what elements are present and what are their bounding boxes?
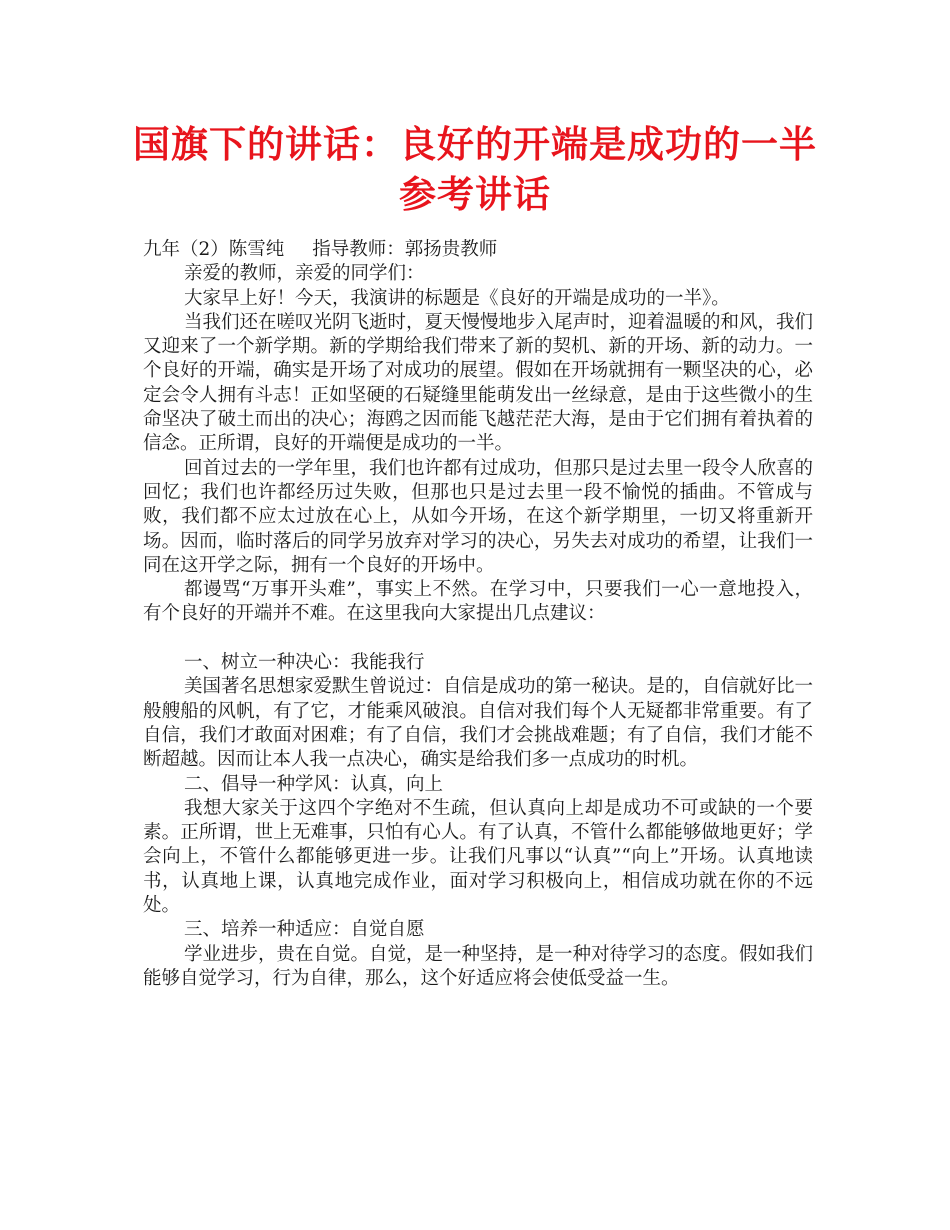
section-paragraph: 学业进步，贵在自觉。自觉，是一种坚持，是一种对待学习的态度。假如我们能够自觉学习，行为自律，那么，这个好适应将会使低受益一生。 bbox=[143, 943, 814, 989]
byline bbox=[143, 238, 813, 262]
document-title-line-2: 参考讲话 bbox=[399, 173, 551, 216]
advisor-name: 指导教师：郭扬贵教师 bbox=[312, 239, 498, 260]
section-heading: 二、倡导一种学风：认真，向上 bbox=[184, 773, 444, 795]
section-heading: 三、培养一种适应：自觉自愿 bbox=[184, 919, 425, 941]
section-heading: 一、树立一种决心：我能我行 bbox=[184, 652, 425, 674]
salutation: 亲爱的教师，亲爱的同学们： bbox=[184, 263, 425, 285]
paragraph: 都谩骂“万事开头难”，事实上不然。在学习中，只要我们一心一意地投入，有个良好的开端并不难。在这里我向大家提出几点建议： bbox=[143, 579, 813, 625]
section-paragraph: 我想大家关于这四个字绝对不生疏，但认真向上却是成功不可或缺的一个要素。正所谓，世上无难事，只怕有心人。有了认真，不管什么都能够做地更好；学会向上，不管什么都能够更进一步。让我们凡事以“认真”“向上”开场。认真地读书，认真地上课，认真地完成作业，面对学习积极向上，相信成功就在你的不远处。 bbox=[143, 797, 813, 917]
paragraph: 当我们还在嗟叹光阴飞逝时，夏天慢慢地步入尾声时，迎着温暖的和风，我们又迎来了一个新学期。新的学期给我们带来了新的契机、新的开场、新的动力。一个良好的开端，确实是开场了对成功的展望。假如在开场就拥有一颗坚决的心，必定会令人拥有斗志！正如坚硬的石疑缝里能萌发出一丝绿意，是由于这些微小的生命坚决了破土而出的决心；海鸥之因而能飞越茫茫大海，是由于它们拥有着执着的信念。正所谓，良好的开端便是成功的一半。 bbox=[143, 311, 814, 455]
paragraph: 大家早上好！今天，我演讲的标题是《良好的开端是成功的一半》。 bbox=[184, 287, 730, 309]
paragraph: 回首过去的一学年里，我们也许都有过成功，但那只是过去里一段令人欣喜的回忆；我们也许都经历过失败，但那也只是过去里一段不愉悦的插曲。不管成与败，我们都不应太过放在心上，从如今开场，在这个新学期里，一切又将重新开场。因而，临时落后的同学另放弃对学习的决心，另失去对成功的希望，让我们一同在这开学之际，拥有一个良好的开场中。 bbox=[143, 457, 814, 576]
blank-line bbox=[143, 627, 813, 651]
author-name: 九年（2）陈雪纯 bbox=[143, 239, 285, 260]
document-body bbox=[143, 238, 813, 991]
document-title-line-1: 国旗下的讲话：良好的开端是成功的一半 bbox=[133, 123, 817, 166]
section-paragraph: 美国著名思想家爱默生曾说过：自信是成功的第一秘诀。是的，自信就好比一般艘船的风帆，有了它，才能乘风破浪。自信对我们每个人无疑都非常重要。有了自信，我们才敢面对困难；有了自信，我们才会挑战难题；有了自信，我们才能不断超越。因而让本人我一点决心，确实是给我们多一点成功的时机。 bbox=[143, 676, 814, 771]
